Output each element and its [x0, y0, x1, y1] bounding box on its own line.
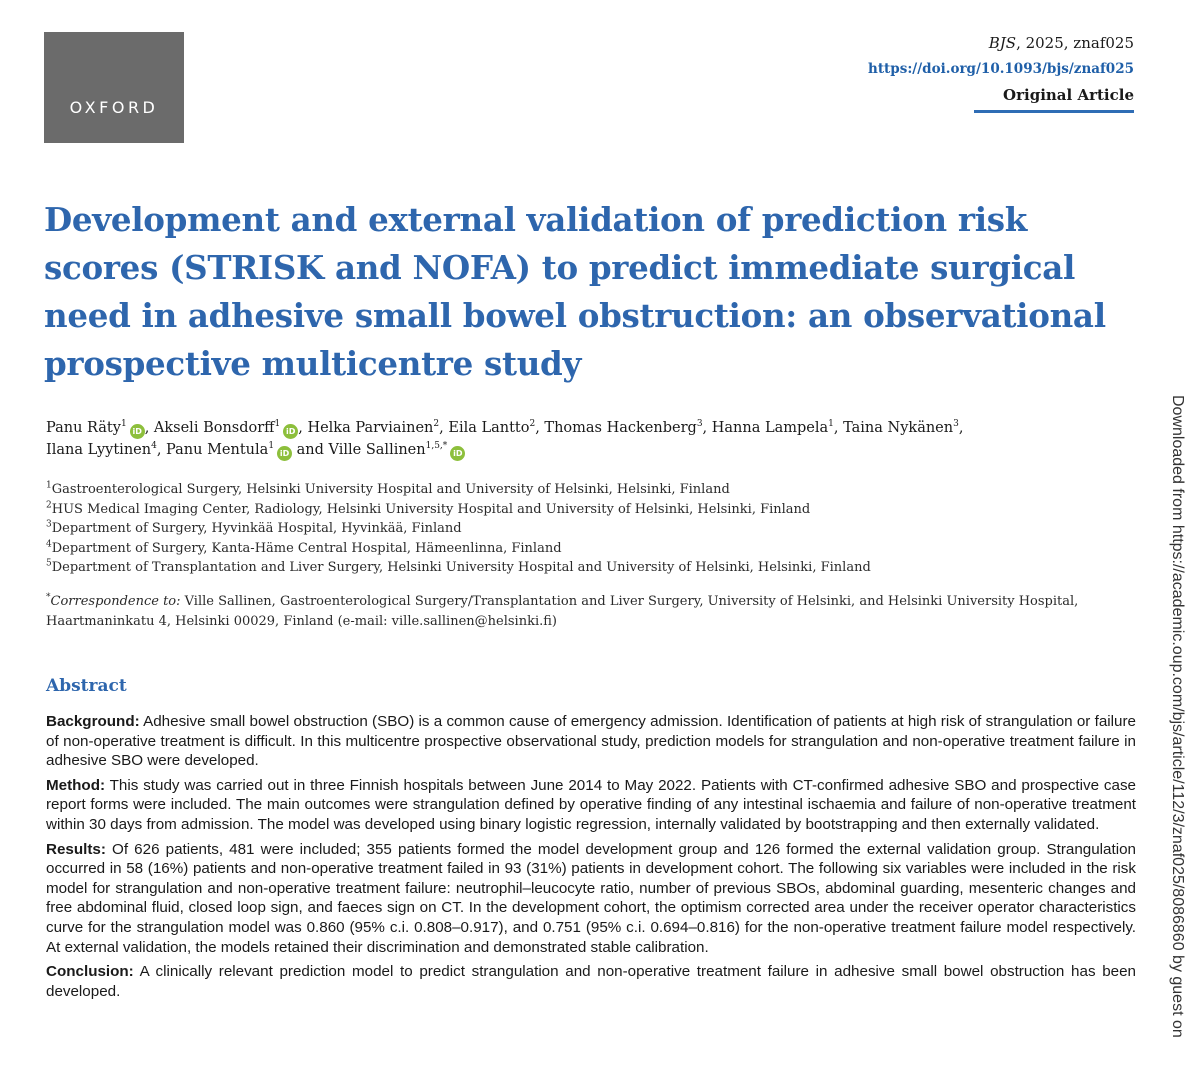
- author-affil-mark: 1: [828, 419, 834, 430]
- author: Thomas Hackenberg$^3$,: [544, 419, 712, 436]
- author-name: Taina Nykänen: [843, 420, 954, 436]
- doi-link[interactable]: https://doi.org/10.1093/bjs/znaf025: [868, 61, 1134, 77]
- author-affil-mark: 1: [120, 419, 127, 430]
- author: [329, 442, 466, 458]
- author-name: Hanna Lampela: [711, 420, 829, 436]
- abstract-section-text: Adhesive small bowel obstruction (SBO) is a common cause of emergency admission. Identification of patients at high risk of strangulation or failure of non-operative treatment is difficult. In this multicentre prospective observational study, prediction models for strangulation and non-operative treatment failure in adhesive SBO were developed.: [46, 713, 1136, 770]
- orcid-icon[interactable]: iD: [130, 424, 145, 439]
- affiliation-mark: 4: [46, 539, 52, 550]
- affiliation-text: Department of Transplantation and Liver Surgery, Helsinki University Hospital and University of Helsinki, Helsinki, Finland: [51, 560, 871, 575]
- author-affil-mark: 2: [433, 419, 440, 430]
- author-name: Panu Räty: [46, 420, 121, 436]
- author-list: [46, 417, 1136, 461]
- affiliation-text: Department of Surgery, Hyvinkää Hospital, Hyvinkää, Finland: [51, 521, 462, 536]
- article-title: Development and external validation of prediction risk scores (STRISK and NOFA) to predict immediate surgical need in adhesive small bowel obstruction: an observational prospective multicentre study: [44, 200, 1106, 383]
- correspondence-mark: *: [46, 592, 51, 603]
- affiliation-text: HUS Medical Imaging Center, Radiology, Helsinki University Hospital and University of Helsinki, Helsinki, Finland: [51, 501, 811, 517]
- orcid-icon[interactable]: iD: [283, 424, 298, 439]
- journal-name: BJS: [988, 34, 1017, 52]
- author-affil-mark: 1,5,*: [425, 441, 448, 452]
- author-affil-mark: 4: [151, 441, 157, 452]
- author-name: Thomas Hackenberg: [544, 420, 697, 436]
- abstract-section-text: Of 626 patients, 481 were included; 355 patients formed the model development group and 126 formed the external validation group. Strangulation occurred in 58 (16%) patients and non-operative treatment failed in 93 (31%) patients in development cohort. The following six variables were included in the risk model for strangulation and non-operative treatment failure: neutrophil–leucocyte ratio, number of previous SBOs, abdominal guarding, mesenteric changes and free abdominal fluid, closed loop sign, and faeces sign on CT. In the development cohort, the optimism corrected area under the receiver operator characteristics curve for the strangulation model was 0.860 (95% c.i. 0.808–0.917), and 0.751 (95% c.i. 0.694–0.816) for the non-operative treatment failure model respectively. At external validation, the models retained their discrimination and demonstrated stable calibration.: [46, 840, 1136, 956]
- author-affil-mark: 3: [696, 419, 703, 430]
- affiliation-list: [46, 480, 1136, 578]
- abstract-body: [46, 712, 1136, 1006]
- affiliation-mark: 1: [46, 480, 52, 491]
- journal-issue: , 2025, znaf025: [1016, 34, 1134, 52]
- abstract-section-label: Conclusion:: [46, 963, 134, 981]
- article-type: Original Article: [1003, 86, 1134, 104]
- abstract-section: [46, 712, 1136, 771]
- author-affil-mark: 1: [268, 441, 275, 452]
- author-name: Panu Mentula: [166, 442, 269, 458]
- header-rule: [974, 110, 1134, 113]
- orcid-icon[interactable]: iD: [450, 446, 465, 461]
- author-affil-mark: 3: [953, 419, 959, 430]
- author-name: Ilana Lyytinen: [46, 442, 152, 458]
- abstract-section: [46, 776, 1136, 835]
- abstract-section-label: Method:: [46, 776, 106, 794]
- author-affil-mark: 1: [274, 419, 281, 430]
- author: Panu Räty$^1$iD ,: [46, 420, 154, 436]
- author: Eila Lantto$^2$,: [448, 419, 545, 436]
- abstract-heading: Abstract: [46, 676, 127, 696]
- author-conjunction: and: [296, 442, 324, 458]
- author: Ilana Lyytinen$^4$,: [46, 441, 167, 458]
- author-name: Ville Sallinen: [328, 442, 426, 458]
- correspondence: [46, 592, 1136, 631]
- correspondence-label: Correspondence to:: [50, 594, 181, 609]
- journal-citation: [868, 30, 1134, 56]
- abstract-section-label: Background:: [46, 713, 140, 730]
- affiliation: [46, 480, 1136, 500]
- author-name: Akseli Bonsdorff: [153, 420, 275, 436]
- affiliation-mark: 3: [46, 519, 52, 530]
- author-name: Helka Parviainen: [307, 420, 434, 436]
- author: [166, 442, 328, 458]
- author: Akseli Bonsdorff$^1$iD ,: [154, 420, 308, 436]
- affiliation: [46, 539, 1136, 559]
- abstract-section-text: A clinically relevant prediction model to predict strangulation and non-operative treatment failure in adhesive small bowel obstruction has been developed.: [46, 963, 1136, 1000]
- author: Hanna Lampela$^1$,: [711, 419, 844, 436]
- oxford-logo: [44, 32, 184, 143]
- affiliation-mark: 5: [46, 558, 52, 569]
- affiliation: [46, 500, 1136, 520]
- abstract-section: [46, 840, 1136, 958]
- abstract-section-text: This study was carried out in three Finnish hospitals between June 2014 to May 2022. Patients with CT-confirmed adhesive SBO and prospective case report forms were included. The main outcomes were strangulation defined by operative finding of any intestinal ischaemia and failure of non-operative treatment within 30 days from admission. The model was developed using binary logistic regression, internally validated by bootstrapping and then externally validated.: [46, 776, 1136, 833]
- author-name: Eila Lantto: [448, 420, 530, 436]
- affiliation: [46, 519, 1136, 539]
- abstract-section-label: Results:: [46, 840, 106, 858]
- author-affil-mark: 2: [529, 419, 536, 430]
- affiliation-text: Department of Surgery, Kanta-Häme Central Hospital, Hämeenlinna, Finland: [51, 540, 562, 556]
- logo-text: OXFORD: [69, 98, 159, 117]
- abstract-section: [46, 962, 1136, 1001]
- author: Taina Nykänen$^3$,: [843, 419, 964, 436]
- orcid-icon[interactable]: iD: [277, 446, 292, 461]
- affiliation-text: Gastroenterological Surgery, Helsinki University Hospital and University of Helsinki, Helsinki, Finland: [51, 482, 730, 497]
- correspondence-text: Ville Sallinen, Gastroenterological Surgery/Transplantation and Liver Surgery, University of Helsinki, and Helsinki University Hospital, Haartmaninkatu 4, Helsinki 00029, Finland (e-mail: ville.sallinen@helsinki.fi): [46, 594, 1079, 629]
- author: Helka Parviainen$^2$,: [307, 419, 449, 436]
- article-meta: [868, 30, 1134, 108]
- affiliation-mark: 2: [46, 500, 52, 511]
- affiliation: [46, 558, 1136, 578]
- side-download-notice: [1162, 395, 1190, 1085]
- download-notice-text: Downloaded from https://academic.oup.com/bjs/article/112/3/znaf025/8086860 by guest on: [1169, 395, 1186, 1038]
